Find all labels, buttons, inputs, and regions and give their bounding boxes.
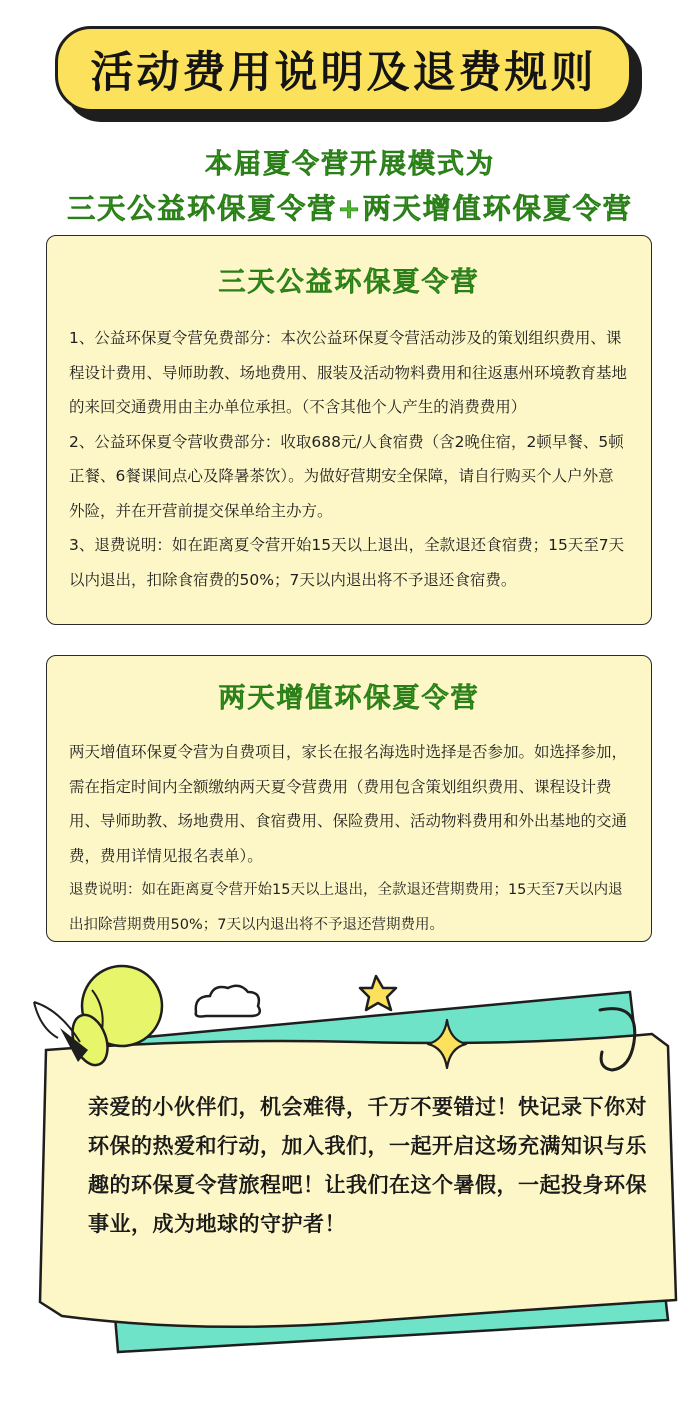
page-title-banner bbox=[55, 26, 640, 120]
page-title: 活动费用说明及退费规则 bbox=[90, 47, 597, 98]
intro-line-2: 三天公益环保夏令营+两天增值环保夏令营 bbox=[67, 192, 633, 225]
cloud-icon bbox=[196, 986, 260, 1017]
paid-camp-title: 两天增值环保夏令营 bbox=[218, 683, 480, 714]
free-camp-card bbox=[46, 235, 652, 625]
title-banner-box bbox=[55, 26, 632, 112]
free-camp-item-2: 2、公益环保夏令营收费部分：收取688元/人食宿费（含2晚住宿，2顿早餐、5顿正餐、6餐课间点心及降暑茶饮）。为做好营期安全保障，请自行购买个人户外意外险，并在开营前提交保单给主办方。 bbox=[69, 432, 624, 520]
star-icon bbox=[360, 976, 396, 1010]
paid-camp-body bbox=[47, 735, 651, 942]
paid-camp-refund: 退费说明：如在距离夏令营开始15天以上退出，全款退还营期费用；15天至7天以内退出扣除营期费用50%；7天以内退出将不予退还营期费用。 bbox=[69, 882, 623, 933]
paid-camp-item-1: 两天增值环保夏令营为自费项目，家长在报名海选时选择是否参加。如选择参加，需在指定时间内全额缴纳两天夏令营费用（费用包含策划组织费用、课程设计费用、导师助教、场地费用、食宿费用、保险费用、活动物料费用和外出基地的交通费，费用详情见报名表单）。 bbox=[69, 743, 628, 865]
free-camp-body bbox=[47, 321, 651, 597]
intro-line-1: 本届夏令营开展模式为 bbox=[205, 149, 495, 180]
paid-camp-card bbox=[46, 655, 652, 942]
free-camp-item-1: 1、公益环保夏令营免费部分：本次公益环保夏令营活动涉及的策划组织费用、课程设计费用、导师助教、场地费用、服装及活动物料费用和往返惠州环境教育基地的来回交通费用由主办单位承担。（不含其他个人产生的消费费用） bbox=[69, 329, 628, 416]
free-camp-title: 三天公益环保夏令营 bbox=[218, 267, 480, 298]
free-camp-item-3: 3、退费说明：如在距离夏令营开始15天以上退出，全款退还食宿费；15天至7天以内退出，扣除食宿费的50%；7天以内退出将不予退还食宿费。 bbox=[69, 536, 625, 589]
closing-message: 亲爱的小伙伴们，机会难得，千万不要错过！快记录下你对环保的热爱和行动，加入我们，一起开启这场充满知识与乐趣的环保夏令营旅程吧！让我们在这个暑假，一起投身环保事业，成为地球的守护者！ bbox=[88, 1095, 647, 1236]
